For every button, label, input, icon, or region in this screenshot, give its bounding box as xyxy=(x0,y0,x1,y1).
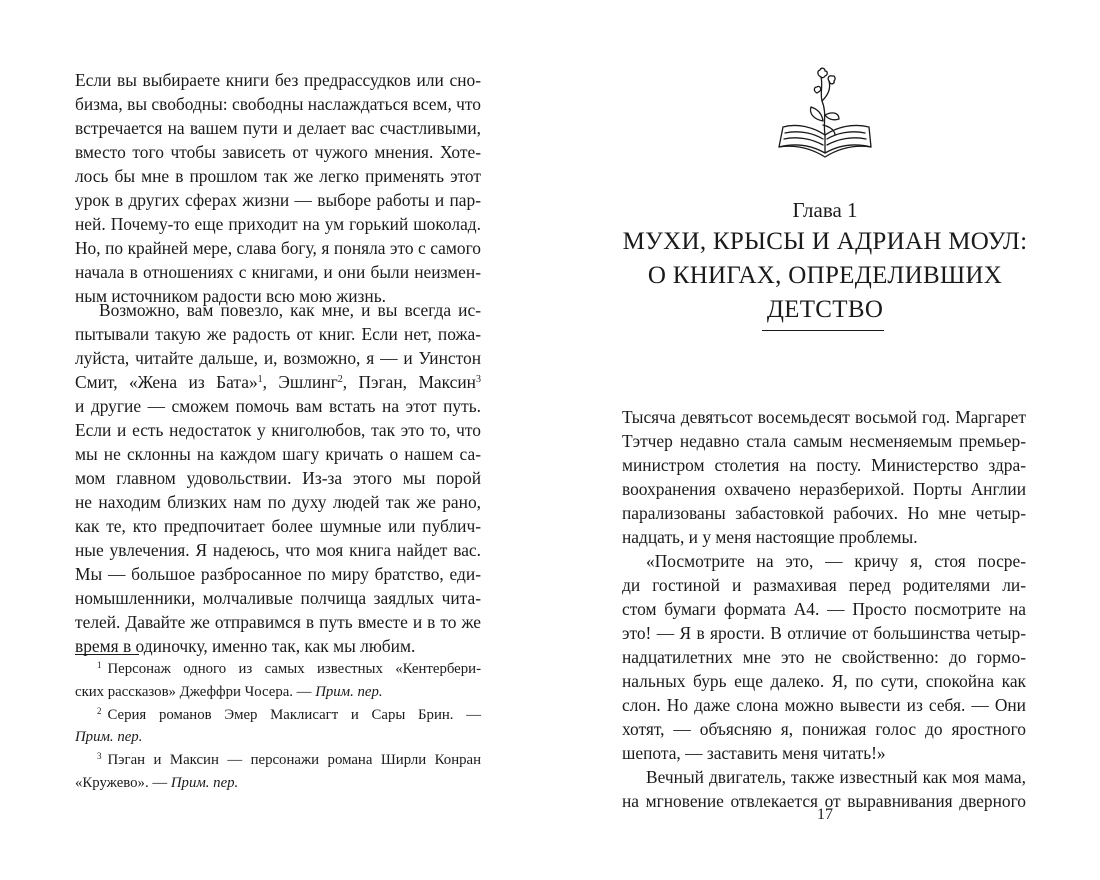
text-line: Возможно, вам повезло, как мне, и вы всегда ис- xyxy=(99,300,481,320)
text-line: шепота, — заставить меня читать!» xyxy=(622,743,886,763)
text-line: Тэтчер недавно стала самым несменяемым премьер- xyxy=(622,431,1026,451)
text-line: Если вы выбираете книги без предрассудков или сно- xyxy=(75,70,481,90)
text-line: лось бы мне в прошлом так же легко применять этот xyxy=(75,166,481,186)
footnotes xyxy=(75,658,481,795)
text-line: ным источником радости всю мою жизнь. xyxy=(75,286,386,306)
text-line: «Посмотрите на это, — кричу я, стоя посре- xyxy=(646,551,1026,571)
left-body-text-2 xyxy=(75,298,481,658)
text-line: мы не склонны на каждом шагу кричать о нашем са- xyxy=(75,444,481,464)
footnote-1: $^1$ Персонаж одного из самых известных «Кентербери- xyxy=(97,660,481,677)
text-line: парализованы забастовкой рабочих. Но мне четыр- xyxy=(622,503,1026,523)
text-line: номышленники, молчаливые полчища заядлых чита- xyxy=(75,588,481,608)
text-line: хотят, — объясняю я, понижая голос до яростного xyxy=(622,719,1026,739)
chapter-title-line: О КНИГАХ, ОПРЕДЕЛИВШИХ xyxy=(647,262,1003,289)
text-line: Если и есть недостаток у книголюбов, так это то, что xyxy=(75,420,481,440)
footnote-separator xyxy=(75,654,139,655)
text-line: слон. Но даже слона можно вывести из себя. — Они xyxy=(622,695,1026,715)
text-line: Но, по крайней мере, слава богу, я поняла это с самого xyxy=(75,238,481,258)
right-body-text xyxy=(622,405,1026,813)
text-line-with-footnote-refs: Смит, «Жена из Бата»$^1$, Эшлинг$^2$, Пэган, Максин$^3$ xyxy=(75,372,481,392)
footnote-1-cont: ских рассказов» Джеффри Чосера. — Прим. пер. xyxy=(75,683,383,700)
text-line: ные увлечения. Я надеюсь, что моя книга найдет вас. xyxy=(75,540,481,560)
text-line: бизма, вы свободны: свободны наслаждаться всем, что xyxy=(75,94,481,114)
text-line: мом главном удовольствии. Из-за этого мы порой xyxy=(75,468,481,488)
page-number: 17 xyxy=(817,806,833,823)
text-line: нальных бурь еще далеко. Я, по сути, спокойна как xyxy=(622,671,1026,691)
text-line: это! — Я в ярости. В отличие от большинства четыр- xyxy=(622,623,1026,643)
text-line: Тысяча девятьсот восемьдесят восьмой год. Маргарет xyxy=(622,407,1026,427)
footnote-ref: 3 xyxy=(476,374,481,385)
text-line: луйста, читайте дальше, и, возможно, я — и Уинстон xyxy=(75,348,481,368)
footnote-2-cont: Прим. пер. xyxy=(75,729,143,746)
footnote-3: $^3$ Пэган и Максин — персонажи романа Ширли Конран xyxy=(97,751,481,769)
text-line: надцатилетних мне это не свойственно: до гормо- xyxy=(622,647,1026,667)
footnote-ref: 1 xyxy=(257,374,263,385)
text-line: стом бумаги формата А4. — Просто посмотрите на xyxy=(622,599,1026,619)
text-line: пытывали такую же радость от книг. Если нет, пожа- xyxy=(75,324,481,344)
text-line: вместо того чтобы зависеть от чужого мнения. Хоте- xyxy=(75,142,481,162)
chapter-label: Глава 1 xyxy=(792,198,858,222)
text-line: и другие — сможем помочь вам встать на этот путь. xyxy=(75,396,481,416)
title-divider xyxy=(762,330,884,331)
text-line: Мы — большое разбросанное по миру братство, еди- xyxy=(75,564,481,584)
text-line: министром столетия на посту. Министерство здра- xyxy=(622,455,1026,475)
text-line: на мгновение отвлекается от выравнивания дверного xyxy=(622,791,1026,811)
text-line: урок в других сферах жизни — выборе работы и пар- xyxy=(75,190,481,210)
text-line: надцать, и у меня настоящие проблемы. xyxy=(622,527,918,547)
text-line: воохранения охвачено неразберихой. Порты Англии xyxy=(622,479,1026,499)
text-line: Вечный двигатель, также известный как моя мама, xyxy=(646,767,1026,787)
open-book-with-flower-icon xyxy=(765,65,885,165)
text-line: начала в отношениях с книгами, и они были неизмен- xyxy=(75,262,481,282)
right-page xyxy=(550,0,1100,880)
text-line: не находим близких нам по духу людей так же рано, xyxy=(75,492,481,512)
left-body-text xyxy=(75,68,481,308)
chapter-title-line: МУХИ, КРЫСЫ И АДРИАН МОУЛ: xyxy=(622,228,1028,255)
chapter-title xyxy=(590,225,1060,327)
text-line: время в одиночку, именно так, как мы любим. xyxy=(75,636,416,656)
text-line: встречается на вашем пути и делает вас счастливыми, xyxy=(75,118,481,138)
footnote-2: $^2$ Серия романов Эмер Маклисагт и Сары Брин. — xyxy=(97,705,481,723)
footnote-ref: 2 xyxy=(337,374,343,385)
text-line: ней. Почему-то еще приходит на ум горький шоколад. xyxy=(75,214,481,234)
text-line: ди гостиной и размахивая перед родителями ли- xyxy=(622,575,1026,595)
text-line: телей. Давайте же отправимся в путь вместе и в то же xyxy=(75,612,481,632)
text-line: как те, кто предпочитает более шумные или публич- xyxy=(75,516,481,536)
chapter-title-line: ДЕТСТВО xyxy=(766,296,884,323)
footnote-3-cont: «Кружево». — Прим. пер. xyxy=(75,774,239,791)
